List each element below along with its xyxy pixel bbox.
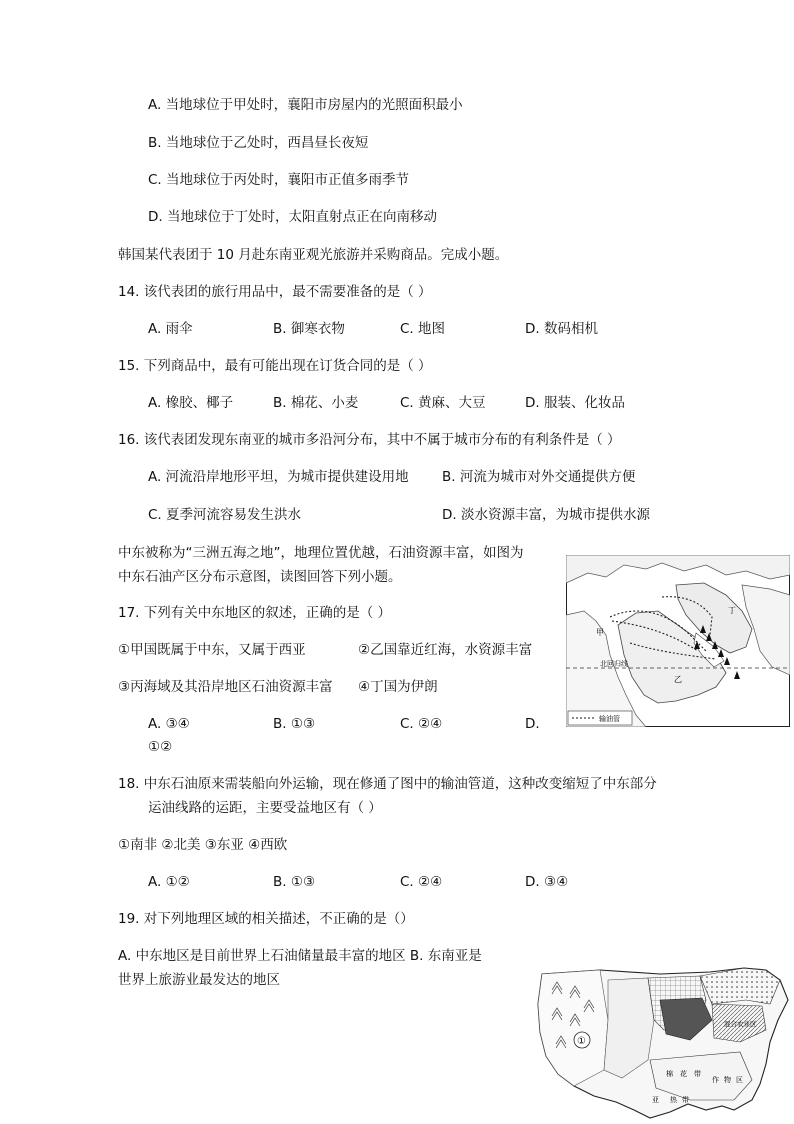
tropic-label: 北回归线 [600,660,628,668]
cotton-label-2: 花 [680,1070,687,1078]
special-label-1: 热 [670,1096,677,1104]
q19-line2: 世界上旅游业最发达的地区 [118,972,280,988]
map-label-1: ① [577,1036,586,1047]
q15-stem: 15. 下列商品中，最有可能出现在订货合同的是（ ） [118,358,432,374]
q15-option-d: D. 服装、化妆品 [525,395,625,411]
label-ding: 丁 [728,606,736,615]
q18-stem-line1: 18. 中东石油原来需装船向外运输，现在修通了图中的输油管道，这种改变缩短了中东部分 [118,776,657,792]
q15-option-c: C. 黄麻、大豆 [400,395,486,411]
q13-option-a: A. 当地球位于甲处时，襄阳市房屋内的光照面积最小 [148,97,463,113]
q17-option-d: D. [525,716,540,732]
q13-option-d: D. 当地球位于丁处时，太阳直射点正在向南移动 [148,209,437,225]
q15-option-b: B. 棉花、小麦 [273,395,359,411]
q13-option-b: B. 当地球位于乙处时，西昌昼长夜短 [148,135,369,151]
cotton-label-3: 带 [694,1070,701,1078]
q18-option-a: A. ①② [148,874,190,890]
usa-map-svg [530,960,792,1120]
q17-stem: 17. 下列有关中东地区的叙述，正确的是（ ） [118,605,392,621]
q17-statement-3: ③丙海域及其沿岸地区石油资源丰富 [118,679,333,695]
q16-stem: 16. 该代表团发现东南亚的城市多沿河分布，其中不属于城市分布的有利条件是（ ） [118,432,621,448]
q17-option-c: C. ②④ [400,716,443,732]
q17-option-b: B. ①③ [273,716,316,732]
q17-statement-4: ④丁国为伊朗 [358,679,438,695]
q16-option-c: C. 夏季河流容易发生洪水 [148,507,302,523]
mixed-farming-label: 混合农业区 [724,1020,757,1028]
q19-line1: A. 中东地区是目前世界上石油储量最丰富的地区 B. 东南亚是 [118,948,482,964]
q14-option-d: D. 数码相机 [525,321,598,337]
crop-label-3: 区 [736,1076,743,1084]
q18-option-c: C. ②④ [400,874,443,890]
q18-option-b: B. ①③ [273,874,316,890]
cotton-label-1: 棉 [666,1070,673,1078]
legend-pipeline-label: 输油管 [599,715,620,723]
q17-option-d-cont: ①② [148,739,173,755]
q18-stem-line2: 运油线路的运距，主要受益地区有（ ） [148,800,382,816]
q19-stem: 19. 对下列地理区域的相关描述，不正确的是（） [118,911,414,927]
q13-option-c: C. 当地球位于丙处时，襄阳市正值多雨季节 [148,172,410,188]
q14-option-a: A. 雨伞 [148,321,193,337]
q14-option-c: C. 地图 [400,321,446,337]
middle-east-oil-map [566,555,790,727]
q15-option-a: A. 橡胶、椰子 [148,395,234,411]
crop-label-2: 物 [724,1076,731,1084]
q17-statement-1: ①甲国既属于中东，又属于西亚 [118,642,306,658]
intro-17-18-line1: 中东被称为“三洲五海之地”，地理位置优越，石油资源丰富，如图为 [118,545,524,561]
q18-choices: ①南非 ②北美 ③东亚 ④西欧 [118,837,288,853]
label-jia: 甲 [596,628,604,637]
q17-option-a: A. ③④ [148,716,190,732]
q16-option-b: B. 河流为城市对外交通提供方便 [442,469,636,485]
q18-option-d: D. ③④ [525,874,569,890]
intro-17-18-line2: 中东石油产区分布示意图，读图回答下列小题。 [118,569,402,585]
middle-east-map-svg [566,555,790,727]
q14-option-b: B. 御寒衣物 [273,321,345,337]
q16-option-d: D. 淡水资源丰富，为城市提供水源 [442,507,650,523]
crop-label-1: 作 [712,1076,719,1084]
pasture-label: 亚 [652,1096,659,1104]
q17-statement-2: ②乙国靠近红海，水资源丰富 [358,642,533,658]
usa-agriculture-map [530,960,792,1120]
intro-14-16: 韩国某代表团于 10 月赴东南亚观光旅游并采购商品。完成小题。 [118,247,509,263]
label-yi: 乙 [674,675,682,684]
q16-option-a: A. 河流沿岸地形平坦，为城市提供建设用地 [148,469,409,485]
special-label-2: 带 [682,1096,689,1104]
q14-stem: 14. 该代表团的旅行用品中，最不需要准备的是（ ） [118,284,432,300]
